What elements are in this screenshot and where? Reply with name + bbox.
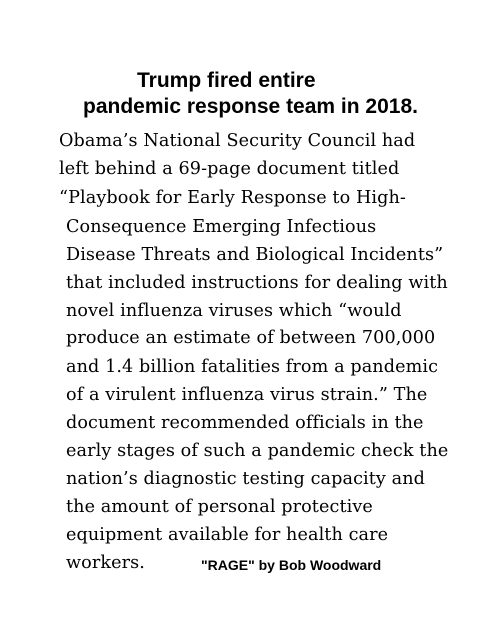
body-line: nation’s diagnostic testing capacity and	[66, 469, 426, 489]
body-line: Consequence Emerging Infectious	[66, 217, 377, 237]
body-line: produce an estimate of between 700,000	[66, 328, 436, 348]
headline-line-2: pandemic response team in 2018.	[83, 95, 418, 118]
body-line: Obama’s National Security Council had	[59, 131, 416, 151]
body-line: the amount of personal protective	[66, 497, 373, 517]
body-line: document recommended officials in the	[66, 413, 424, 433]
body-line: Disease Threats and Biological Incidents”	[66, 245, 444, 265]
body-line: equipment available for health care	[66, 525, 389, 545]
headline-line-1: Trump fired entire	[137, 69, 316, 92]
body-line: early stages of such a pandemic check the	[66, 441, 449, 461]
body-line: of a virulent influenza virus strain.” The	[66, 385, 428, 405]
body-line: novel influenza viruses which “would	[66, 301, 402, 321]
body-line: that included instructions for dealing with	[66, 273, 448, 293]
body-line: “Playbook for Early Response to High-	[59, 188, 406, 208]
body-line: and 1.4 billion fatalities from a pandemic	[66, 357, 439, 377]
book-citation: "RAGE" by Bob Woodward	[201, 557, 382, 573]
body-line: workers.	[66, 553, 145, 573]
body-line: left behind a 69-page document titled	[59, 159, 400, 179]
